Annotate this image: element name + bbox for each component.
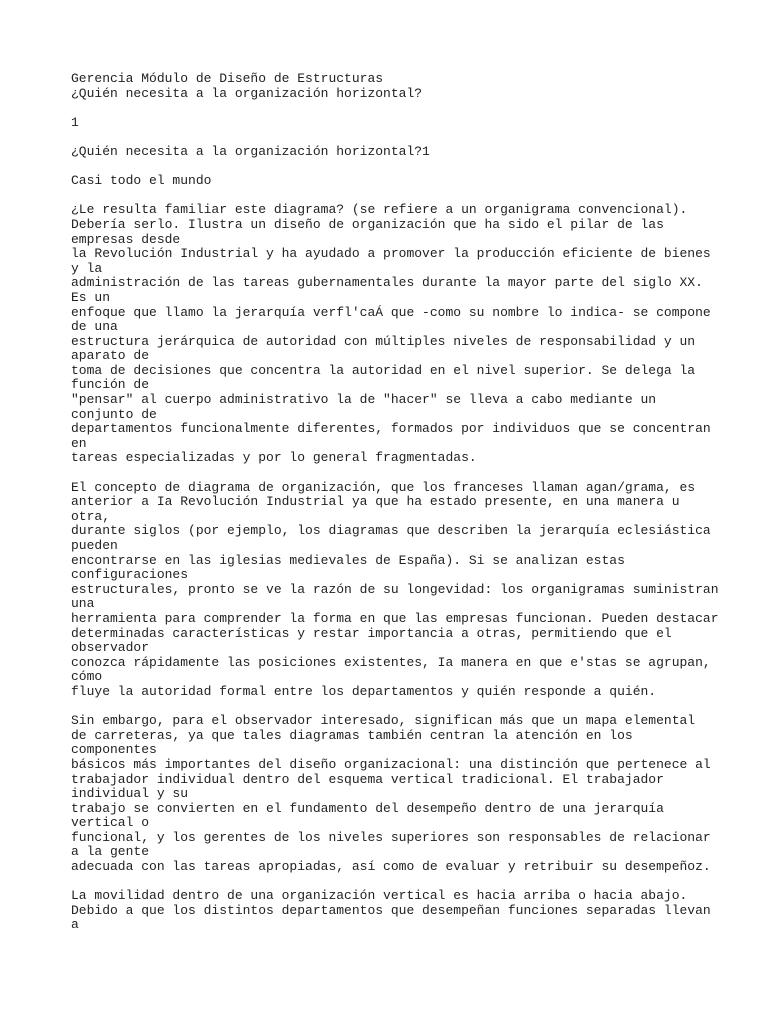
- header-course-line: Gerencia Módulo de Diseño de Estructuras: [71, 71, 384, 86]
- text-line: ¿Le resulta familiar este diagrama? (se refiere a un organigrama convencional).: [71, 202, 688, 218]
- text-line: observador: [71, 640, 150, 656]
- text-line: enfoque que llamo la jerarquía verfl'caÁ que -como su nombre lo indica- se compone: [71, 304, 711, 320]
- spacer: [71, 189, 711, 204]
- text-line: adecuada con las tareas apropiadas, así como de evaluar y retribuir su desempeñoz.: [71, 859, 711, 875]
- text-line: conjunto de: [71, 406, 157, 422]
- text-line: administración de las tareas gubernamentales durante la mayor parte del siglo XX.: [71, 275, 703, 291]
- text-line: otra,: [71, 508, 111, 524]
- text-line: en: [71, 435, 87, 451]
- text-line: aparato de: [71, 348, 150, 364]
- document-subheading: Casi todo el mundo: [71, 173, 212, 189]
- text-line: toma de decisiones que concentra la autoridad en el nivel superior. Se delega la: [71, 362, 696, 378]
- spacer: [71, 160, 711, 175]
- text-line: La movilidad dentro de una organización vertical es hacia arriba o hacia abajo.: [71, 888, 688, 904]
- text-line: de carreteras, ya que tales diagramas también centran la atención en los: [71, 727, 633, 743]
- text-line: configuraciones: [71, 567, 189, 583]
- text-line: departamentos funcionalmente diferentes, formados por individuos que se concentran: [71, 421, 711, 437]
- spacer: [71, 700, 711, 715]
- text-line: la Revolución Industrial y ha ayudado a promover la producción eficiente de bienes: [71, 246, 711, 262]
- text-line: empresas desde: [71, 231, 181, 247]
- header-title-line: ¿Quién necesita a la organización horizontal?: [71, 85, 423, 101]
- text-line: El concepto de diagrama de organización, que los franceses llaman agan/grama, es: [71, 479, 696, 495]
- paragraph: [71, 714, 711, 875]
- text-line: individual y su: [71, 786, 189, 802]
- body-text: [71, 202, 719, 933]
- text-line: trabajo se convierten en el fundamento del desempeño dentro de una jerarquía: [71, 800, 664, 816]
- text-line: estructurales, pronto se ve la razón de su longevidad: los organigramas suministran: [71, 581, 719, 597]
- spacer: [71, 130, 711, 145]
- text-line: "pensar" al cuerpo administrativo la de "hacer" se lleva a cabo mediante un: [71, 392, 657, 408]
- text-line: de una: [71, 319, 118, 335]
- text-line: trabajador individual dentro del esquema vertical tradicional. El trabajador: [71, 771, 664, 787]
- text-line: estructura jerárquica de autoridad con múltiples niveles de responsabilidad y un: [71, 333, 696, 349]
- spacer: [71, 466, 711, 481]
- document-page: [71, 71, 719, 933]
- text-line: una: [71, 596, 95, 612]
- text-line: herramienta para comprender la forma en que las empresas funcionan. Pueden destacar: [71, 610, 719, 626]
- text-line: Debido a que los distintos departamentos que desempeñan funciones separadas llevan: [71, 902, 711, 918]
- text-line: pueden: [71, 538, 118, 553]
- text-line: a: [71, 917, 79, 933]
- spacer: [71, 875, 711, 890]
- paragraph: [71, 203, 711, 466]
- text-line: anterior a Ia Revolución Industrial ya que ha estado presente, en una manera u: [71, 494, 680, 510]
- paragraph: [71, 889, 711, 933]
- text-line: tareas especializadas y por lo general fragmentadas.: [71, 450, 477, 466]
- spacer: [71, 101, 711, 116]
- text-line: a la gente: [71, 844, 150, 860]
- paragraph: [71, 479, 719, 700]
- document-heading: ¿Quién necesita a la organización horizontal?1: [71, 143, 430, 159]
- text-line: conozca rápidamente las posiciones existentes, Ia manera en que e'stas se agrupan,: [71, 654, 711, 670]
- text-line: básicos más importantes del diseño organizacional: una distinción que pertenece al: [71, 756, 711, 772]
- text-line: Es un: [71, 289, 111, 305]
- text-line: y la: [71, 260, 103, 276]
- text-line: vertical o: [71, 815, 150, 831]
- text-line: Sin embargo, para el observador interesado, significan más que un mapa elemental: [71, 713, 696, 729]
- page-number: 1: [71, 114, 79, 130]
- text-line: encontrarse en las iglesias medievales de España). Si se analizan estas: [71, 552, 625, 568]
- text-line: fluye la autoridad formal entre los departamentos y quién responde a quién.: [71, 683, 657, 699]
- text-line: determinadas características y restar importancia a otras, permitiendo que el: [71, 625, 672, 641]
- text-line: Debería serlo. Ilustra un diseño de organización que ha sido el pilar de las: [71, 216, 664, 232]
- text-line: funcional, y los gerentes de los niveles superiores son responsables de relacionar: [71, 829, 711, 845]
- text-line: durante siglos (por ejemplo, los diagramas que describen la jerarquía eclesiástica: [71, 523, 711, 539]
- text-line: función de: [71, 377, 150, 393]
- text-line: componentes: [71, 742, 157, 758]
- text-line: cómo: [71, 669, 103, 685]
